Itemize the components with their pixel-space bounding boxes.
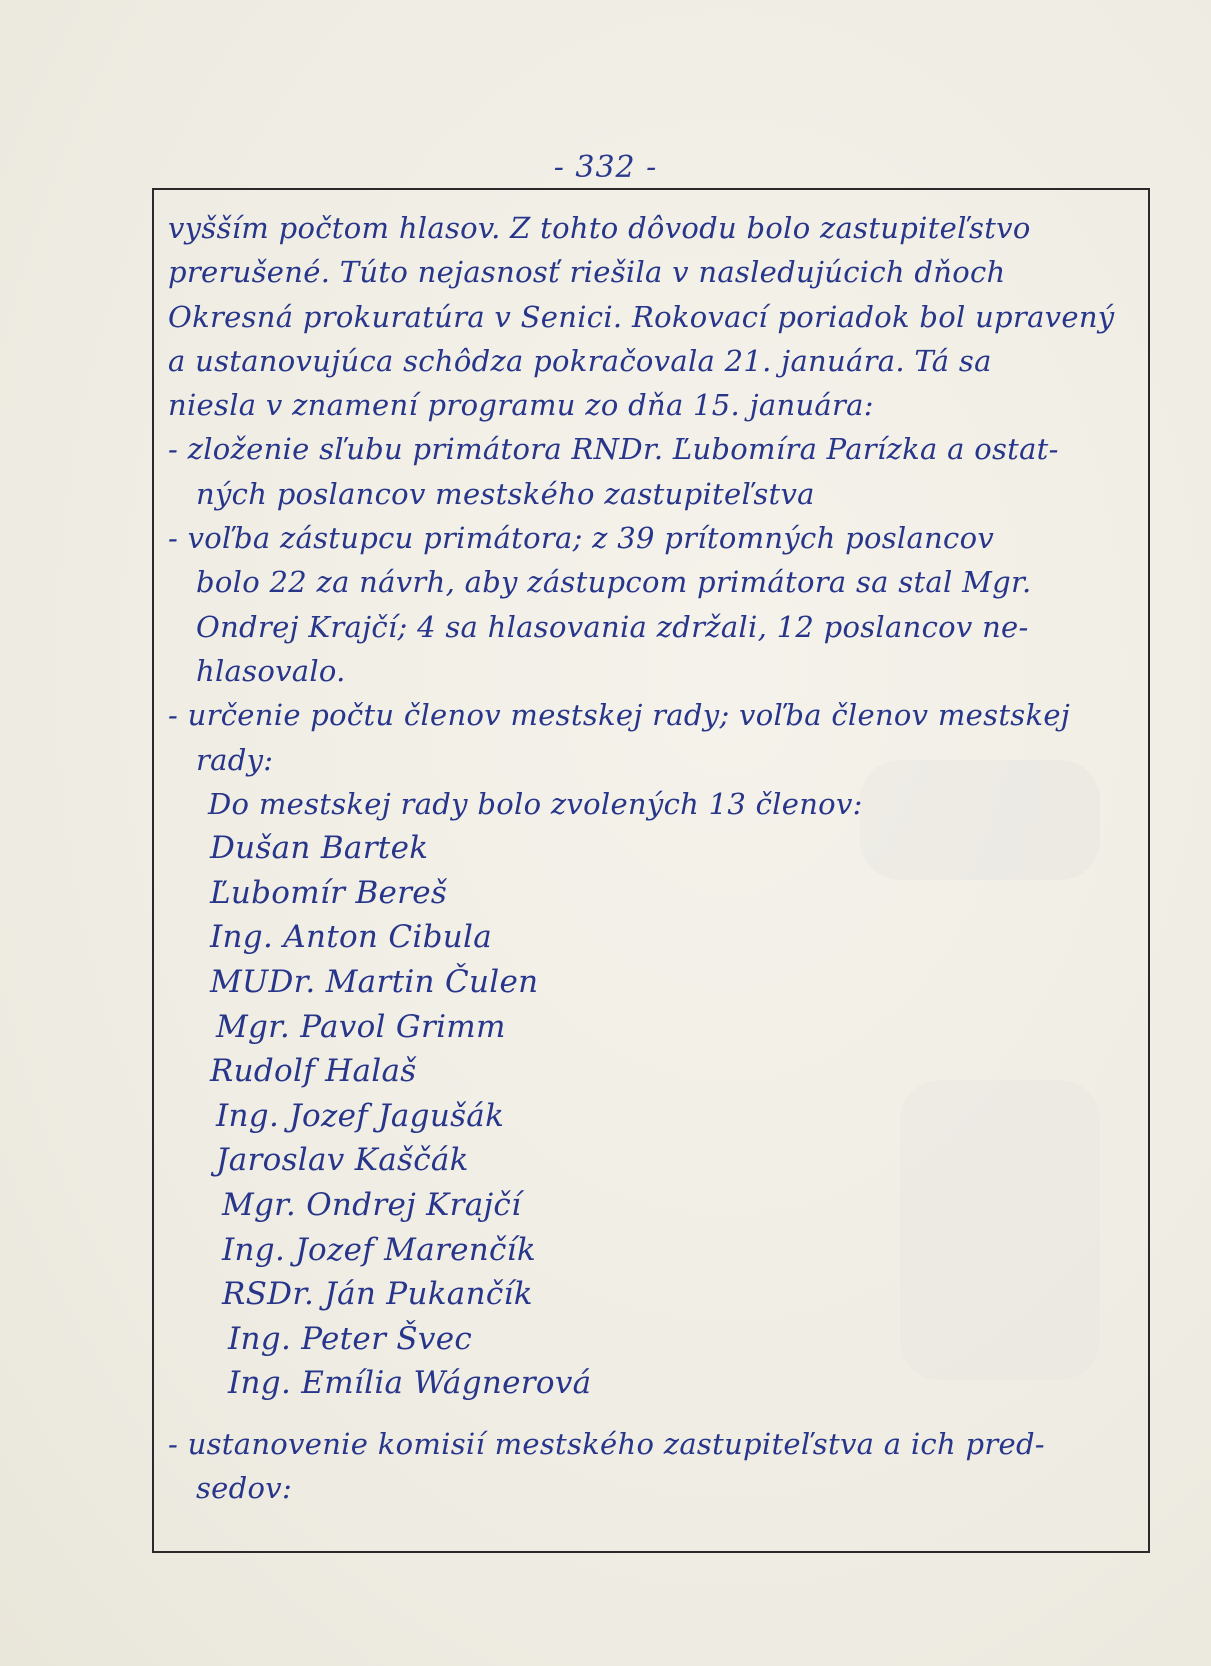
member-name: Mgr. Ondrej Krajčí xyxy=(222,1186,522,1223)
member-name: Dušan Bartek xyxy=(210,830,429,867)
agenda-item: - voľba zástupcu primátora; z 39 prítomných poslancov xyxy=(168,521,995,556)
text-line: sedov: xyxy=(196,1471,293,1506)
page-number: - 332 - xyxy=(553,150,658,185)
handwritten-text xyxy=(168,206,1140,1510)
member-name: Rudolf Halaš xyxy=(210,1053,417,1090)
member-name: Ľubomír Bereš xyxy=(210,874,448,911)
member-name: Jaroslav Kaščák xyxy=(216,1142,469,1179)
member-name: Ing. Anton Cibula xyxy=(210,919,492,956)
member-name: MUDr. Martin Čulen xyxy=(210,963,539,1000)
agenda-item: - zloženie sľubu primátora RNDr. Ľubomíra Parízka a ostat- xyxy=(168,432,1059,467)
agenda-item: - ustanovenie komisií mestského zastupiteľstva a ich pred- xyxy=(168,1426,1045,1461)
agenda-item: - určenie počtu členov mestskej rady; voľba členov mestskej xyxy=(168,698,1071,733)
council-member-list xyxy=(168,826,1140,1406)
text-line: a ustanovujúca schôdza pokračovala 21. januára. Tá sa xyxy=(168,343,992,378)
text-line: hlasovalo. xyxy=(196,653,346,688)
member-name: Ing. Jozef Jagušák xyxy=(216,1097,505,1134)
text-line: bolo 22 za návrh, aby zástupcom primátora sa stal Mgr. xyxy=(196,565,1032,600)
text-line: prerušené. Túto nejasnosť riešila v nasledujúcich dňoch xyxy=(168,255,1006,290)
text-line: ných poslancov mestského zastupiteľstva xyxy=(196,476,815,511)
text-line: niesla v znamení programu zo dňa 15. januára: xyxy=(168,388,874,423)
text-line: vyšším počtom hlasov. Z tohto dôvodu bolo zastupiteľstvo xyxy=(168,211,1031,245)
text-line: rady: xyxy=(196,742,274,777)
member-name: Ing. Emília Wágnerová xyxy=(228,1365,592,1402)
member-name: Ing. Peter Švec xyxy=(228,1320,473,1357)
text-line: Do mestskej rady bolo zvolených 13 členov: xyxy=(208,786,863,821)
member-name: Mgr. Pavol Grimm xyxy=(216,1008,506,1045)
text-line: Ondrej Krajčí; 4 sa hlasovania zdržali, 12 poslancov ne- xyxy=(196,609,1029,644)
member-name: RSDr. Ján Pukančík xyxy=(222,1276,533,1313)
text-line: Okresná prokuratúra v Senici. Rokovací poriadok bol upravený xyxy=(168,299,1115,334)
member-name: Ing. Jozef Marenčík xyxy=(222,1231,536,1268)
